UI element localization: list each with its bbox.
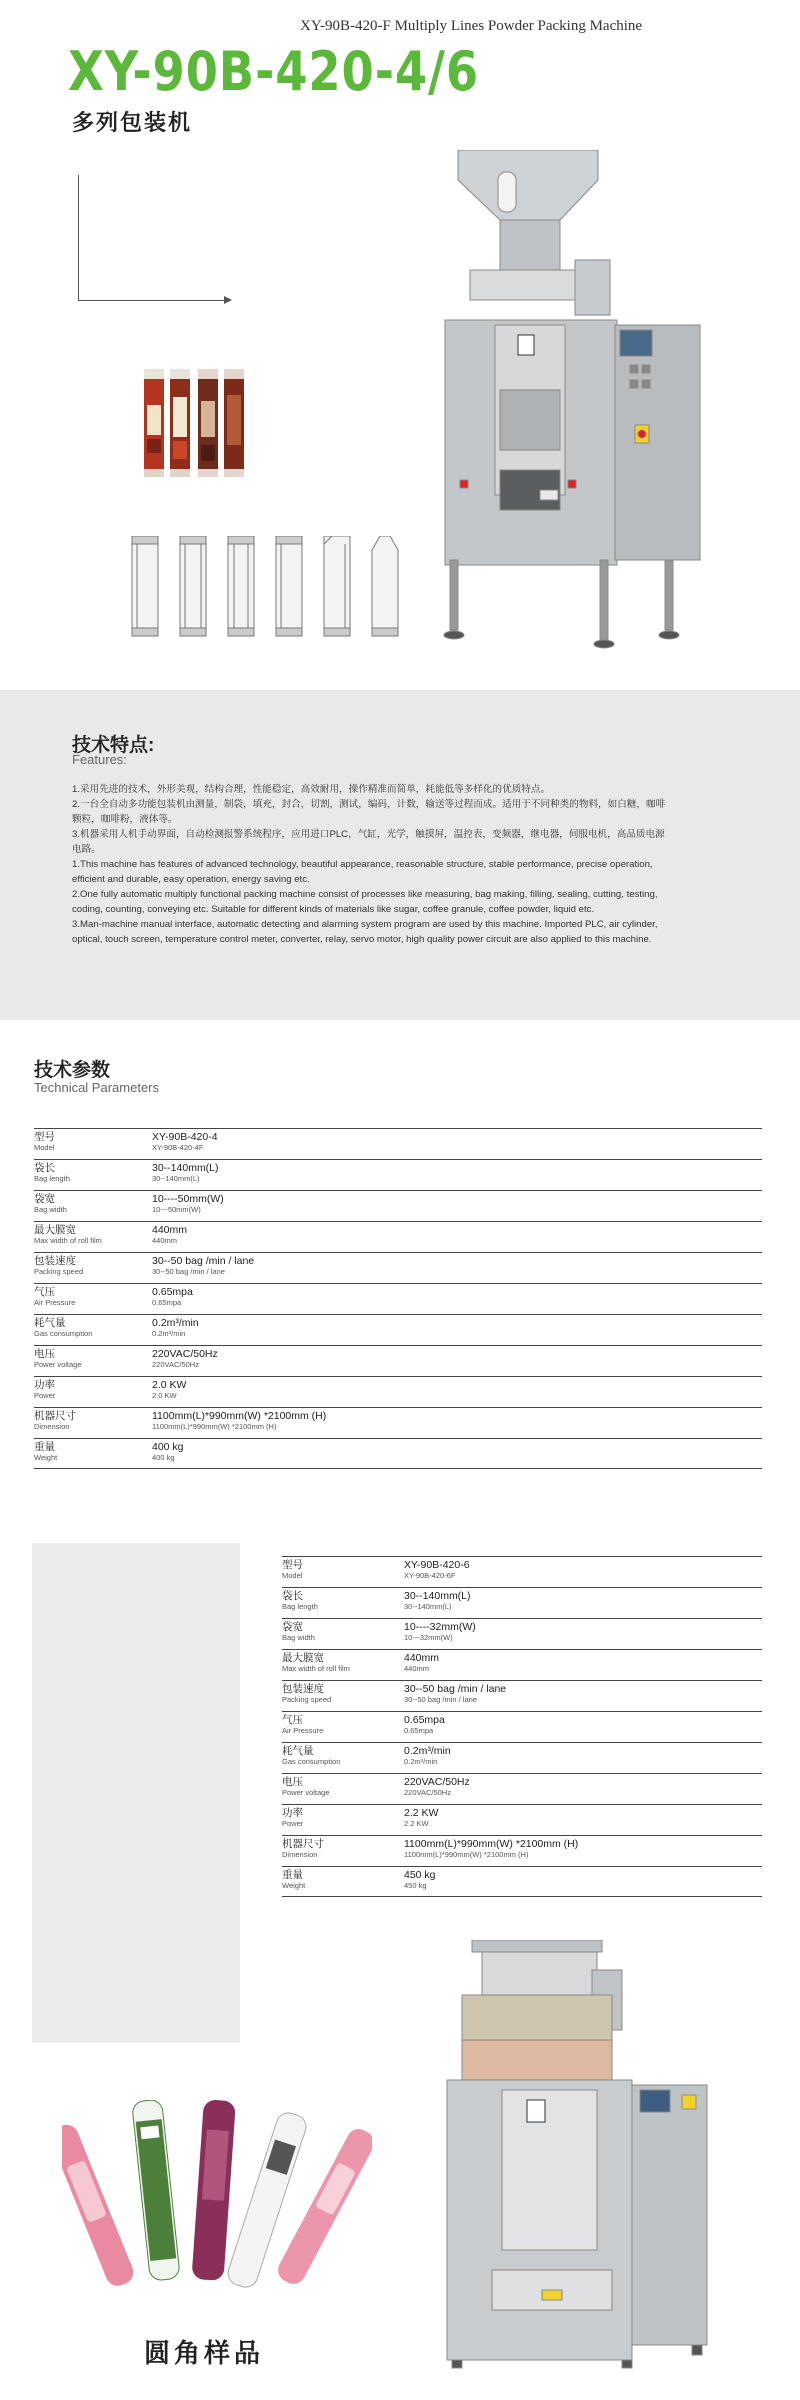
bag-outline xyxy=(132,536,158,636)
spec-label-cn: 袋长 xyxy=(34,1162,55,1174)
spec-label-en: Power xyxy=(34,1391,56,1400)
spec-label-cn: 气压 xyxy=(282,1714,303,1726)
spec-row xyxy=(282,1866,762,1897)
spec-value-sub: 0.65mpa xyxy=(152,1298,182,1307)
spec-value-sub: 450 kg xyxy=(404,1881,427,1890)
spec-label-en: Air Pressure xyxy=(34,1298,76,1307)
axis-vertical-line xyxy=(78,175,79,301)
pouch-maroon xyxy=(191,2100,235,2281)
stick-sachet xyxy=(170,369,190,477)
spec-value-main: 1100mm(L)*990mm(W) *2100mm (H) xyxy=(152,1410,327,1422)
model-title: XY-90B-420-4/6 xyxy=(68,40,480,103)
spec-label-cn: 袋宽 xyxy=(34,1193,55,1205)
bag-outline xyxy=(372,536,398,636)
spec-label-en: Gas consumption xyxy=(34,1329,93,1338)
spec-value-main: 10----50mm(W) xyxy=(152,1193,224,1205)
spec-label-cn: 型号 xyxy=(282,1559,303,1571)
bag-outline xyxy=(228,536,254,636)
features-title-en: Features: xyxy=(72,752,127,767)
feature-en-paragraph: 2.One fully automatic multiply functional packing machine consist of processes like measuring, bag making, filling, sealing, cutting, testing, coding, counting, conveying etc. Suitable for different kinds of materials like sugar, coffee granule, coffee powder, liquid etc. xyxy=(72,889,658,915)
spec-row xyxy=(282,1680,762,1711)
spec-row xyxy=(282,1587,762,1618)
features-title-cn: 技术特点: xyxy=(72,735,155,756)
spec-value xyxy=(404,1774,762,1804)
spec-label xyxy=(282,1836,404,1866)
pouch-green xyxy=(132,2100,181,2281)
spec-label xyxy=(282,1681,404,1711)
spec-label-en: Bag width xyxy=(34,1205,67,1214)
spec-value-sub: 1100mm(L)*990mm(W) *2100mm (H) xyxy=(152,1422,277,1431)
spec-label xyxy=(34,1315,152,1345)
feature-cn-paragraph: 2.一台全自动多功能包装机由测量，制袋，填充，封合，切割，测试，编码，计数，输送等过程而成。适用于不同种类的物料，如白糖，咖啡颗粒，咖啡粉，液体等。 xyxy=(72,799,666,825)
spec-value xyxy=(404,1712,762,1742)
spec-label xyxy=(282,1588,404,1618)
spec-value-main: 10----32mm(W) xyxy=(404,1621,476,1633)
spec-value xyxy=(404,1681,762,1711)
bag-outline xyxy=(276,536,302,636)
spec-row xyxy=(34,1252,762,1283)
spec-label-cn: 袋长 xyxy=(282,1590,303,1602)
spec-value xyxy=(152,1129,762,1159)
spec-value-sub: 10---32mm(W) xyxy=(404,1633,453,1642)
spec-label-en: Max width of roll film xyxy=(282,1664,350,1673)
bag-outline xyxy=(180,536,206,636)
spec-label-en: Weight xyxy=(282,1881,306,1890)
arrow-right-icon xyxy=(224,296,232,304)
spec-label-cn: 机器尺寸 xyxy=(34,1410,76,1422)
spec-row xyxy=(282,1556,762,1587)
spec-value xyxy=(152,1284,762,1314)
spec-value xyxy=(152,1346,762,1376)
spec-value xyxy=(404,1557,762,1587)
spec-label-en: Bag length xyxy=(34,1174,70,1183)
spec-value xyxy=(152,1160,762,1190)
spec-label xyxy=(282,1650,404,1680)
spec-row xyxy=(34,1190,762,1221)
spec-value-main: 2.2 KW xyxy=(404,1807,439,1819)
spec-value-sub: 30--140mm(L) xyxy=(404,1602,452,1611)
pouch-pink xyxy=(62,2121,137,2289)
spec-label xyxy=(282,1743,404,1773)
spec-value-sub: 440mm xyxy=(404,1664,430,1673)
spec-table-6-lane xyxy=(282,1556,762,1897)
spec-value-main: 0.2m³/min xyxy=(404,1745,451,1757)
spec-label xyxy=(34,1377,152,1407)
stick-sachet xyxy=(144,369,164,477)
feature-cn-paragraph: 3.机器采用人机手动界面，自动检测报警系统程序，应用进口PLC，气缸，光学，触摸屏，温控表，变频器，继电器，伺服电机，高品质电源电路。 xyxy=(72,829,665,855)
spec-value-sub: 1100mm(L)*990mm(W) *2100mm (H) xyxy=(404,1850,529,1859)
spec-label-cn: 型号 xyxy=(34,1131,55,1143)
spec-row xyxy=(34,1314,762,1345)
spec-value-main: XY-90B-420-6 xyxy=(404,1559,470,1571)
spec-label xyxy=(34,1129,152,1159)
features-section xyxy=(0,690,800,1020)
spec-value-sub: 220VAC/50Hz xyxy=(404,1788,451,1797)
tech-params-title-en: Technical Parameters xyxy=(34,1080,159,1095)
spec-label-en: Dimension xyxy=(282,1850,318,1859)
spec-value-main: 30--140mm(L) xyxy=(152,1162,219,1174)
spec-value-sub: 2.2 KW xyxy=(404,1819,429,1828)
spec-label xyxy=(34,1160,152,1190)
spec-label xyxy=(34,1222,152,1252)
spec-label-cn: 功率 xyxy=(34,1379,55,1391)
spec-row xyxy=(282,1835,762,1866)
spec-value-main: 450 kg xyxy=(404,1869,436,1881)
spec-value-sub: 0.65mpa xyxy=(404,1726,434,1735)
spec-value xyxy=(152,1315,762,1345)
spec-value-sub: XY-90B-420-4F xyxy=(152,1143,204,1152)
spec-value-sub: 0.2m³/min xyxy=(152,1329,186,1338)
spec-value-main: 30--140mm(L) xyxy=(404,1590,471,1602)
spec-label-en: Bag width xyxy=(282,1633,315,1642)
spec-row xyxy=(282,1649,762,1680)
spec-label xyxy=(34,1346,152,1376)
stick-sachet xyxy=(198,369,218,477)
spec-table-4-lane xyxy=(34,1128,762,1469)
stick-sachet xyxy=(224,369,244,477)
spec-value xyxy=(152,1253,762,1283)
bag-outline xyxy=(324,536,350,636)
round-corner-pouch-samples xyxy=(62,2100,372,2310)
spec-row xyxy=(34,1221,762,1252)
spec-value-main: 0.65mpa xyxy=(152,1286,193,1298)
packing-machine-6-lane-image xyxy=(432,1940,722,2370)
spec-row xyxy=(34,1407,762,1438)
spec-row xyxy=(34,1376,762,1407)
spec-value-sub: 10---50mm(W) xyxy=(152,1205,201,1214)
spec-label-en: Model xyxy=(282,1571,303,1580)
spec-label-cn: 重量 xyxy=(282,1869,303,1881)
spec-value-main: 0.2m³/min xyxy=(152,1317,199,1329)
spec-label-en: Bag length xyxy=(282,1602,318,1611)
gray-panel xyxy=(32,1543,240,2043)
spec-value xyxy=(152,1222,762,1252)
spec-row xyxy=(282,1773,762,1804)
spec-value-main: 440mm xyxy=(404,1652,440,1664)
spec-label xyxy=(34,1408,152,1438)
spec-label xyxy=(282,1774,404,1804)
spec-label-cn: 气压 xyxy=(34,1286,55,1298)
cn-title: 多列包装机 xyxy=(72,111,193,136)
spec-row xyxy=(282,1618,762,1649)
spec-value-main: 220VAC/50Hz xyxy=(404,1776,470,1788)
feature-cn-paragraph: 1.采用先进的技术，外形美观，结构合理，性能稳定，高效耐用，操作精准而简单，耗能低等多样化的优质特点。 xyxy=(72,784,551,795)
spec-label-cn: 机器尺寸 xyxy=(282,1838,324,1850)
spec-value-main: 220VAC/50Hz xyxy=(152,1348,218,1360)
spec-value xyxy=(404,1805,762,1835)
spec-label xyxy=(282,1557,404,1587)
spec-value-main: 0.65mpa xyxy=(404,1714,445,1726)
feature-en-paragraph: 3.Man-machine manual interface, automatic detecting and alarming system program are used by this machine. Imported PLC, air cylinder, optical, touch screen, temperature control meter, converter, relay, servo motor, high quality power circuit are also applied to this machine. xyxy=(72,919,658,945)
spec-value-sub: 30--50 bag /min / lane xyxy=(152,1267,225,1276)
round-corner-sample-label: 圆角样品 xyxy=(144,2339,265,2369)
spec-value xyxy=(404,1650,762,1680)
spec-value xyxy=(404,1588,762,1618)
spec-value xyxy=(152,1191,762,1221)
spec-label-cn: 电压 xyxy=(282,1776,303,1788)
spec-label xyxy=(34,1191,152,1221)
spec-value xyxy=(404,1867,762,1896)
spec-value-sub: 2.0 KW xyxy=(152,1391,177,1400)
spec-row xyxy=(34,1283,762,1314)
axis-horizontal-line xyxy=(78,300,228,301)
spec-row xyxy=(282,1804,762,1835)
spec-value xyxy=(404,1743,762,1773)
spec-value-main: 30--50 bag /min / lane xyxy=(404,1683,507,1695)
spec-label-en: Max width of roll film xyxy=(34,1236,102,1245)
spec-value-sub: 0.2m³/min xyxy=(404,1757,438,1766)
spec-value-main: 1100mm(L)*990mm(W) *2100mm (H) xyxy=(404,1838,579,1850)
spec-label-cn: 包装速度 xyxy=(34,1255,76,1267)
spec-label-en: Dimension xyxy=(34,1422,70,1431)
spec-label-en: Gas consumption xyxy=(282,1757,341,1766)
spec-row xyxy=(34,1159,762,1190)
spec-label xyxy=(282,1712,404,1742)
spec-label xyxy=(34,1439,152,1468)
spec-row xyxy=(282,1711,762,1742)
spec-label-en: Packing speed xyxy=(282,1695,332,1704)
spec-label xyxy=(282,1805,404,1835)
spec-label-cn: 最大膜宽 xyxy=(282,1652,324,1664)
spec-value xyxy=(152,1408,762,1438)
spec-value-sub: 30--50 bag /min / lane xyxy=(404,1695,477,1704)
stick-sachet-samples xyxy=(142,365,262,485)
spec-value xyxy=(404,1619,762,1649)
spec-label-en: Weight xyxy=(34,1453,58,1462)
spec-label-en: Packing speed xyxy=(34,1267,84,1276)
spec-value-main: XY-90B-420-4 xyxy=(152,1131,218,1143)
spec-row xyxy=(34,1438,762,1469)
spec-label-en: Model xyxy=(34,1143,55,1152)
spec-value-sub: 440mm xyxy=(152,1236,178,1245)
spec-value-sub: 400 kg xyxy=(152,1453,175,1462)
spec-label xyxy=(34,1253,152,1283)
spec-label-cn: 最大膜宽 xyxy=(34,1224,76,1236)
spec-value-main: 440mm xyxy=(152,1224,188,1236)
features-body xyxy=(72,782,668,947)
spec-label-cn: 电压 xyxy=(34,1348,55,1360)
spec-label-en: Power voltage xyxy=(282,1788,330,1797)
packing-machine-4-lane-image xyxy=(440,150,710,660)
spec-value-sub: 220VAC/50Hz xyxy=(152,1360,199,1369)
spec-label xyxy=(282,1619,404,1649)
spec-row xyxy=(34,1128,762,1159)
spec-value-sub: 30--140mm(L) xyxy=(152,1174,200,1183)
spec-row xyxy=(34,1345,762,1376)
spec-label xyxy=(34,1284,152,1314)
spec-label-cn: 功率 xyxy=(282,1807,303,1819)
spec-value-sub: XY-90B-420-6F xyxy=(404,1571,456,1580)
spec-row xyxy=(282,1742,762,1773)
spec-label-cn: 袋宽 xyxy=(282,1621,303,1633)
spec-value xyxy=(404,1836,762,1866)
bag-shape-outlines xyxy=(128,536,418,646)
spec-value xyxy=(152,1439,762,1468)
spec-label-en: Power voltage xyxy=(34,1360,82,1369)
page-subtitle: XY-90B-420-F Multiply Lines Powder Packing Machine xyxy=(300,18,643,34)
spec-label-cn: 耗气量 xyxy=(282,1745,314,1757)
spec-label xyxy=(282,1867,404,1896)
spec-label-cn: 耗气量 xyxy=(34,1317,66,1329)
feature-en-paragraph: 1.This machine has features of advanced technology, beautiful appearance, reasonable structure, stable performance, precise operation, efficient and durable, easy operation, energy saving etc. xyxy=(72,859,653,885)
spec-label-en: Air Pressure xyxy=(282,1726,324,1735)
tech-params-title-cn: 技术参数 xyxy=(34,1060,111,1081)
spec-label-cn: 包装速度 xyxy=(282,1683,324,1695)
spec-value-main: 400 kg xyxy=(152,1441,184,1453)
spec-value-main: 30--50 bag /min / lane xyxy=(152,1255,255,1267)
spec-value xyxy=(152,1377,762,1407)
spec-label-cn: 重量 xyxy=(34,1441,55,1453)
spec-label-en: Power xyxy=(282,1819,304,1828)
spec-value-main: 2.0 KW xyxy=(152,1379,187,1391)
